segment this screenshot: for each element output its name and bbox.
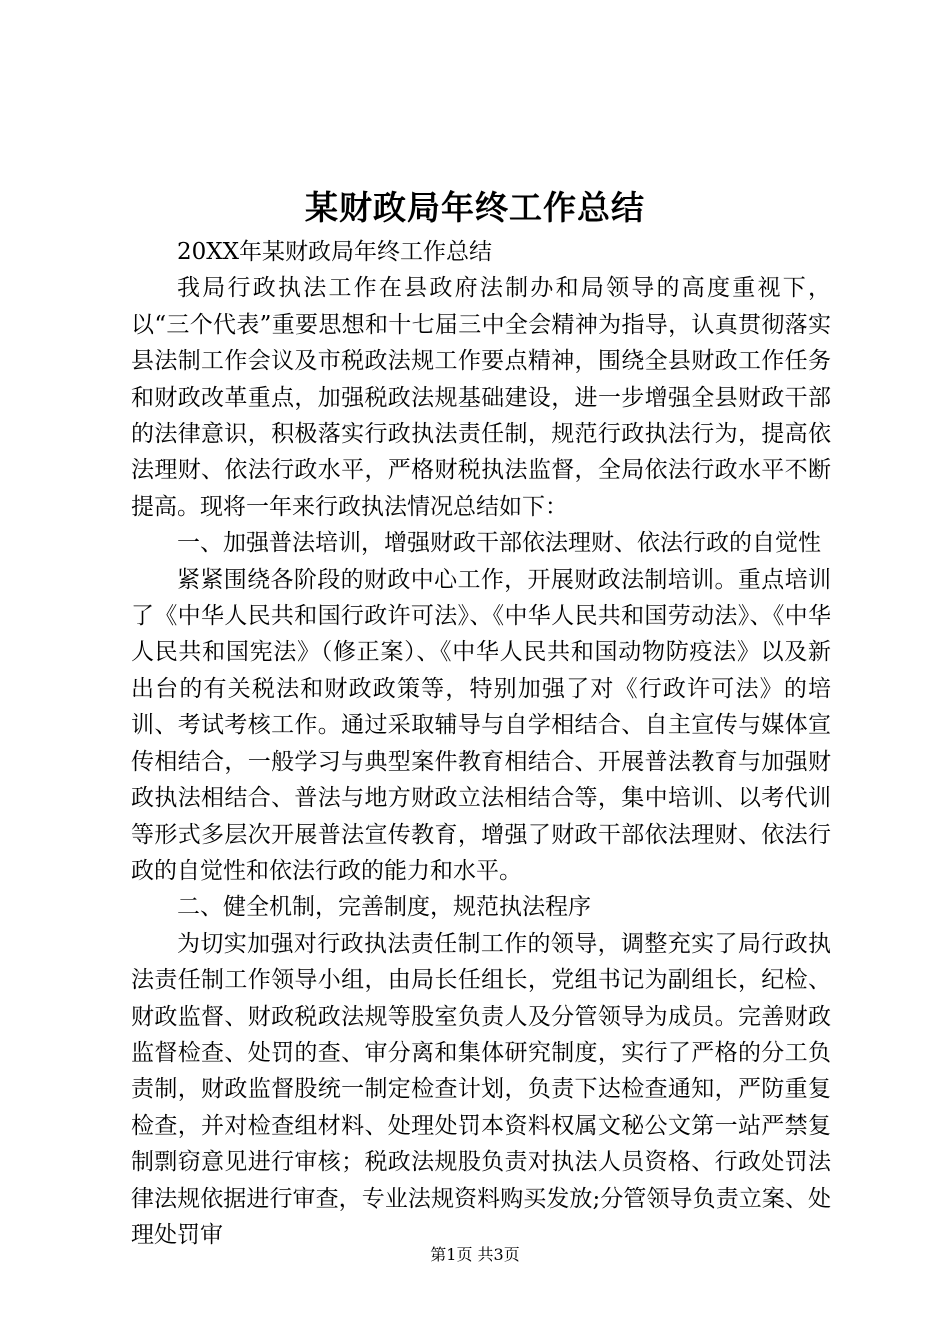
body-paragraph: 我局行政执法工作在县政府法制办和局领导的高度重视下，以“三个代表”重要思想和十七届三中全会精神为指导，认真贯彻落实县法制工作会议及市税政法规工作要点精神，围绕全县财政工作任务和财政改革重点，加强税政法规基础建设，进一步增强全县财政干部的法律意识，积极落实行政执法责任制，规范行政执法行为，提高依法理财、依法行政水平，严格财税执法监督，全局依法行政水平不断提高。现将一年来行政执法情况总结如下： — [131, 275, 831, 520]
body-paragraph: 紧紧围绕各阶段的财政中心工作，开展财政法制培训。重点培训了《中华人民共和国行政许可法》、《中华人民共和国劳动法》、《中华人民共和国宪法》（修正案）、《中华人民共和国动物防疫法》以及新出台的有关税法和财政政策等，特别加强了对《行政许可法》的培训、考试考核工作。通过采取辅导与自学相结合、自主宣传与媒体宣传相结合，一般学习与典型案件教育相结合、开展普法教育与加强财政执法相结合、普法与地方财政立法相结合等，集中培训、以考代训等形式多层次开展普法宣传教育，增强了财政干部依法理财、依法行政的自觉性和依法行政的能力和水平。 — [131, 566, 831, 884]
document-subtitle: 20XX年某财政局年终工作总结 — [177, 239, 493, 265]
page-number-footer: 第1页 共3页 — [430, 1245, 520, 1264]
section-heading: 一、加强普法培训，增强财政干部依法理财、依法行政的自觉性 — [177, 530, 821, 557]
document-body — [131, 234, 831, 1253]
body-paragraph: 为切实加强对行政执法责任制工作的领导，调整充实了局行政执法责任制工作领导小组，由局长任组长，党组书记为副组长，纪检、财政监督、财政税政法规等股室负责人及分管领导为成员。完善财政监督检查、处罚的查、审分离和集体研究制度，实行了严格的分工负责制，财政监督股统一制定检查计划，负责下达检查通知，严防重复检查，并对检查组材料、处理处罚本资料权属文秘公文第一站严禁复制剽窃意见进行审核；税政法规股负责对执法人员资格、行政处罚法律法规依据进行审查，专业法规资料购买发放;分管领导负责立案、处理处罚审 — [131, 930, 831, 1248]
section-heading: 二、健全机制，完善制度，规范执法程序 — [177, 894, 591, 921]
document-title: 某财政局年终工作总结 — [305, 188, 645, 227]
